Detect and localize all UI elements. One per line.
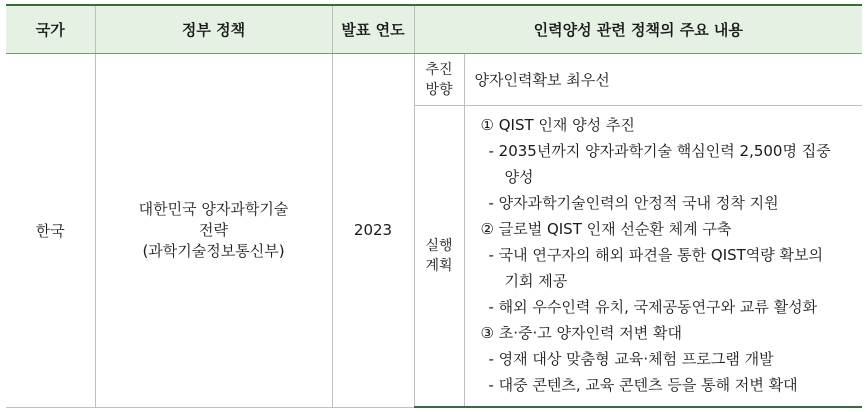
plan-line: - 국내 연구자의 해외 파견을 통한 QIST역량 확보의 — [488, 246, 824, 264]
plan-line: 기회 제공 — [504, 272, 568, 290]
plan-line: - 해외 우수인력 유치, 국제공동연구와 교류 활성화 — [488, 298, 818, 316]
direction-text-cell: 양자인력확보 최우선 — [464, 54, 862, 106]
table-row — [6, 54, 862, 106]
plan-text-cell — [464, 106, 862, 408]
header-content: 인력양성 관련 정책의 주요 내용 — [414, 5, 862, 54]
country-cell: 한국 — [6, 54, 95, 408]
plan-label-cell — [414, 106, 464, 408]
plan-label-line: 계획 — [425, 258, 453, 274]
plan-line: - 대중 콘텐츠, 교육 콘텐츠 등을 통해 저변 확대 — [488, 376, 798, 394]
direction-label-line: 방향 — [425, 81, 453, 98]
plan-line: - 양자과학기술인력의 안정적 국내 정착 지원 — [488, 194, 779, 212]
direction-label-line: 추진 — [425, 61, 453, 78]
plan-line: - 2035년까지 양자과학기술 핵심인력 2,500명 집중 — [488, 142, 831, 160]
plan-line: ① QIST 인재 양성 추진 — [480, 116, 635, 134]
header-year: 발표 연도 — [332, 5, 414, 54]
plan-line: ② 글로벌 QIST 인재 선순환 체계 구축 — [480, 220, 732, 238]
year-cell: 2023 — [332, 54, 414, 408]
policy-table — [6, 4, 862, 408]
policy-name-cell — [95, 54, 332, 408]
plan-line: ③ 초·중·고 양자인력 저변 확대 — [480, 324, 682, 342]
policy-name-line: 대한민국 양자과학기술 — [138, 199, 289, 218]
header-policy: 정부 정책 — [95, 5, 332, 54]
header-country: 국가 — [6, 5, 95, 54]
plan-line: - 영재 대상 맞춤형 교육·체험 프로그램 개발 — [488, 350, 774, 368]
policy-name-line: 전략 — [199, 220, 228, 239]
plan-label-line: 실행 — [425, 238, 453, 254]
direction-label-cell — [414, 54, 464, 106]
header-row — [6, 5, 862, 54]
plan-line: 양성 — [504, 168, 534, 186]
policy-name-line: (과학기술정보통신부) — [142, 241, 285, 260]
